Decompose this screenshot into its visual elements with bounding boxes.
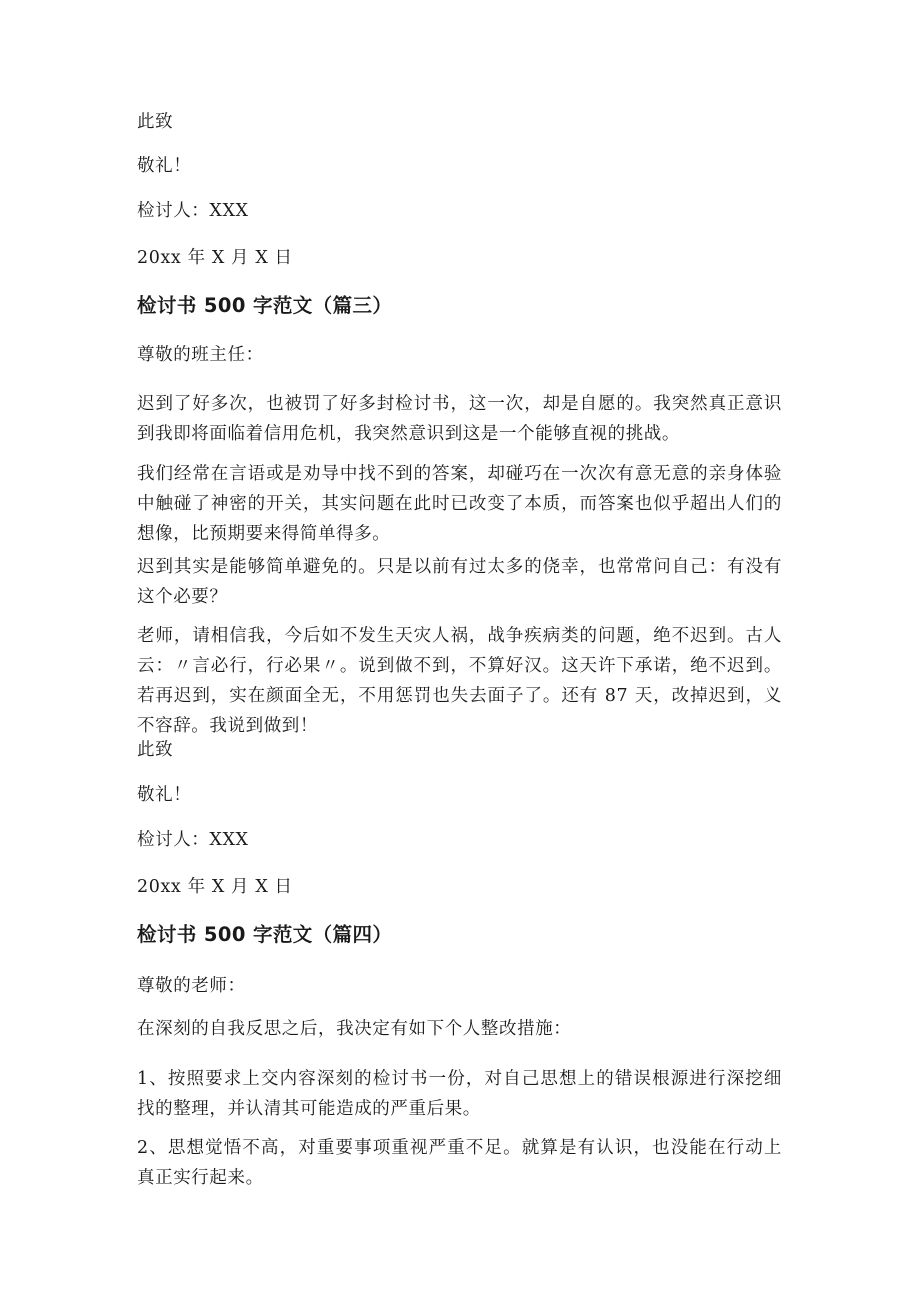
intro-4: 在深刻的自我反思之后，我决定有如下个人整改措施： — [137, 1019, 572, 1039]
closing-signer: 检讨人：XXX — [137, 201, 249, 221]
paragraph-3-3: 迟到其实是能够简单避免的。只是以前有过太多的侥幸，也常常问自己：有没有这个必要？ — [137, 557, 782, 607]
paragraph-3-4: 老师，请相信我，今后如不发生天灾人祸，战争疾病类的问题，绝不迟到。古人云：〃言必行，行必果〃。说到做不到，不算好汉。这天许下承诺，绝不迟到。若再迟到，实在颜面全无，不用惩罚也失去面子了。还有 87 天，改掉迟到，义不容辞。我说到做到！ — [137, 626, 782, 736]
paragraph-3-1: 迟到了好多次，也被罚了好多封检讨书，这一次，却是自愿的。我突然真正意识到我即将面临着信用危机，我突然意识到这是一个能够直视的挑战。 — [137, 394, 782, 444]
salutation-3: 此致 — [137, 740, 174, 760]
list-item-4-1: 1、按照要求上交内容深刻的检讨书一份，对自己思想上的错误根源进行深挖细找的整理，并认清其可能造成的严重后果。 — [137, 1069, 782, 1119]
signer-3: 检讨人：XXX — [137, 830, 249, 850]
greeting-3: 尊敬的班主任： — [137, 345, 264, 365]
closing-salutation: 此致 — [137, 112, 174, 132]
list-item-4-2: 2、思想觉悟不高，对重要事项重视严重不足。就算是有认识，也没能在行动上真正实行起来。 — [137, 1138, 782, 1188]
section-heading-3: 检讨书 500 字范文（篇三） — [137, 294, 393, 317]
paragraph-3-2: 我们经常在言语或是劝导中找不到的答案，却碰巧在一次次有意无意的亲身体验中触碰了神密的开关，其实问题在此时已改变了本质，而答案也似乎超出人们的想像，比预期要来得简单得多。 — [137, 464, 782, 544]
greeting-4: 尊敬的老师： — [137, 976, 246, 996]
section-heading-4: 检讨书 500 字范文（篇四） — [137, 923, 393, 946]
closing-respect: 敬礼！ — [137, 156, 192, 176]
respect-3: 敬礼！ — [137, 785, 192, 805]
date-3: 20xx 年 X 月 X 日 — [137, 877, 293, 897]
closing-date: 20xx 年 X 月 X 日 — [137, 248, 293, 268]
